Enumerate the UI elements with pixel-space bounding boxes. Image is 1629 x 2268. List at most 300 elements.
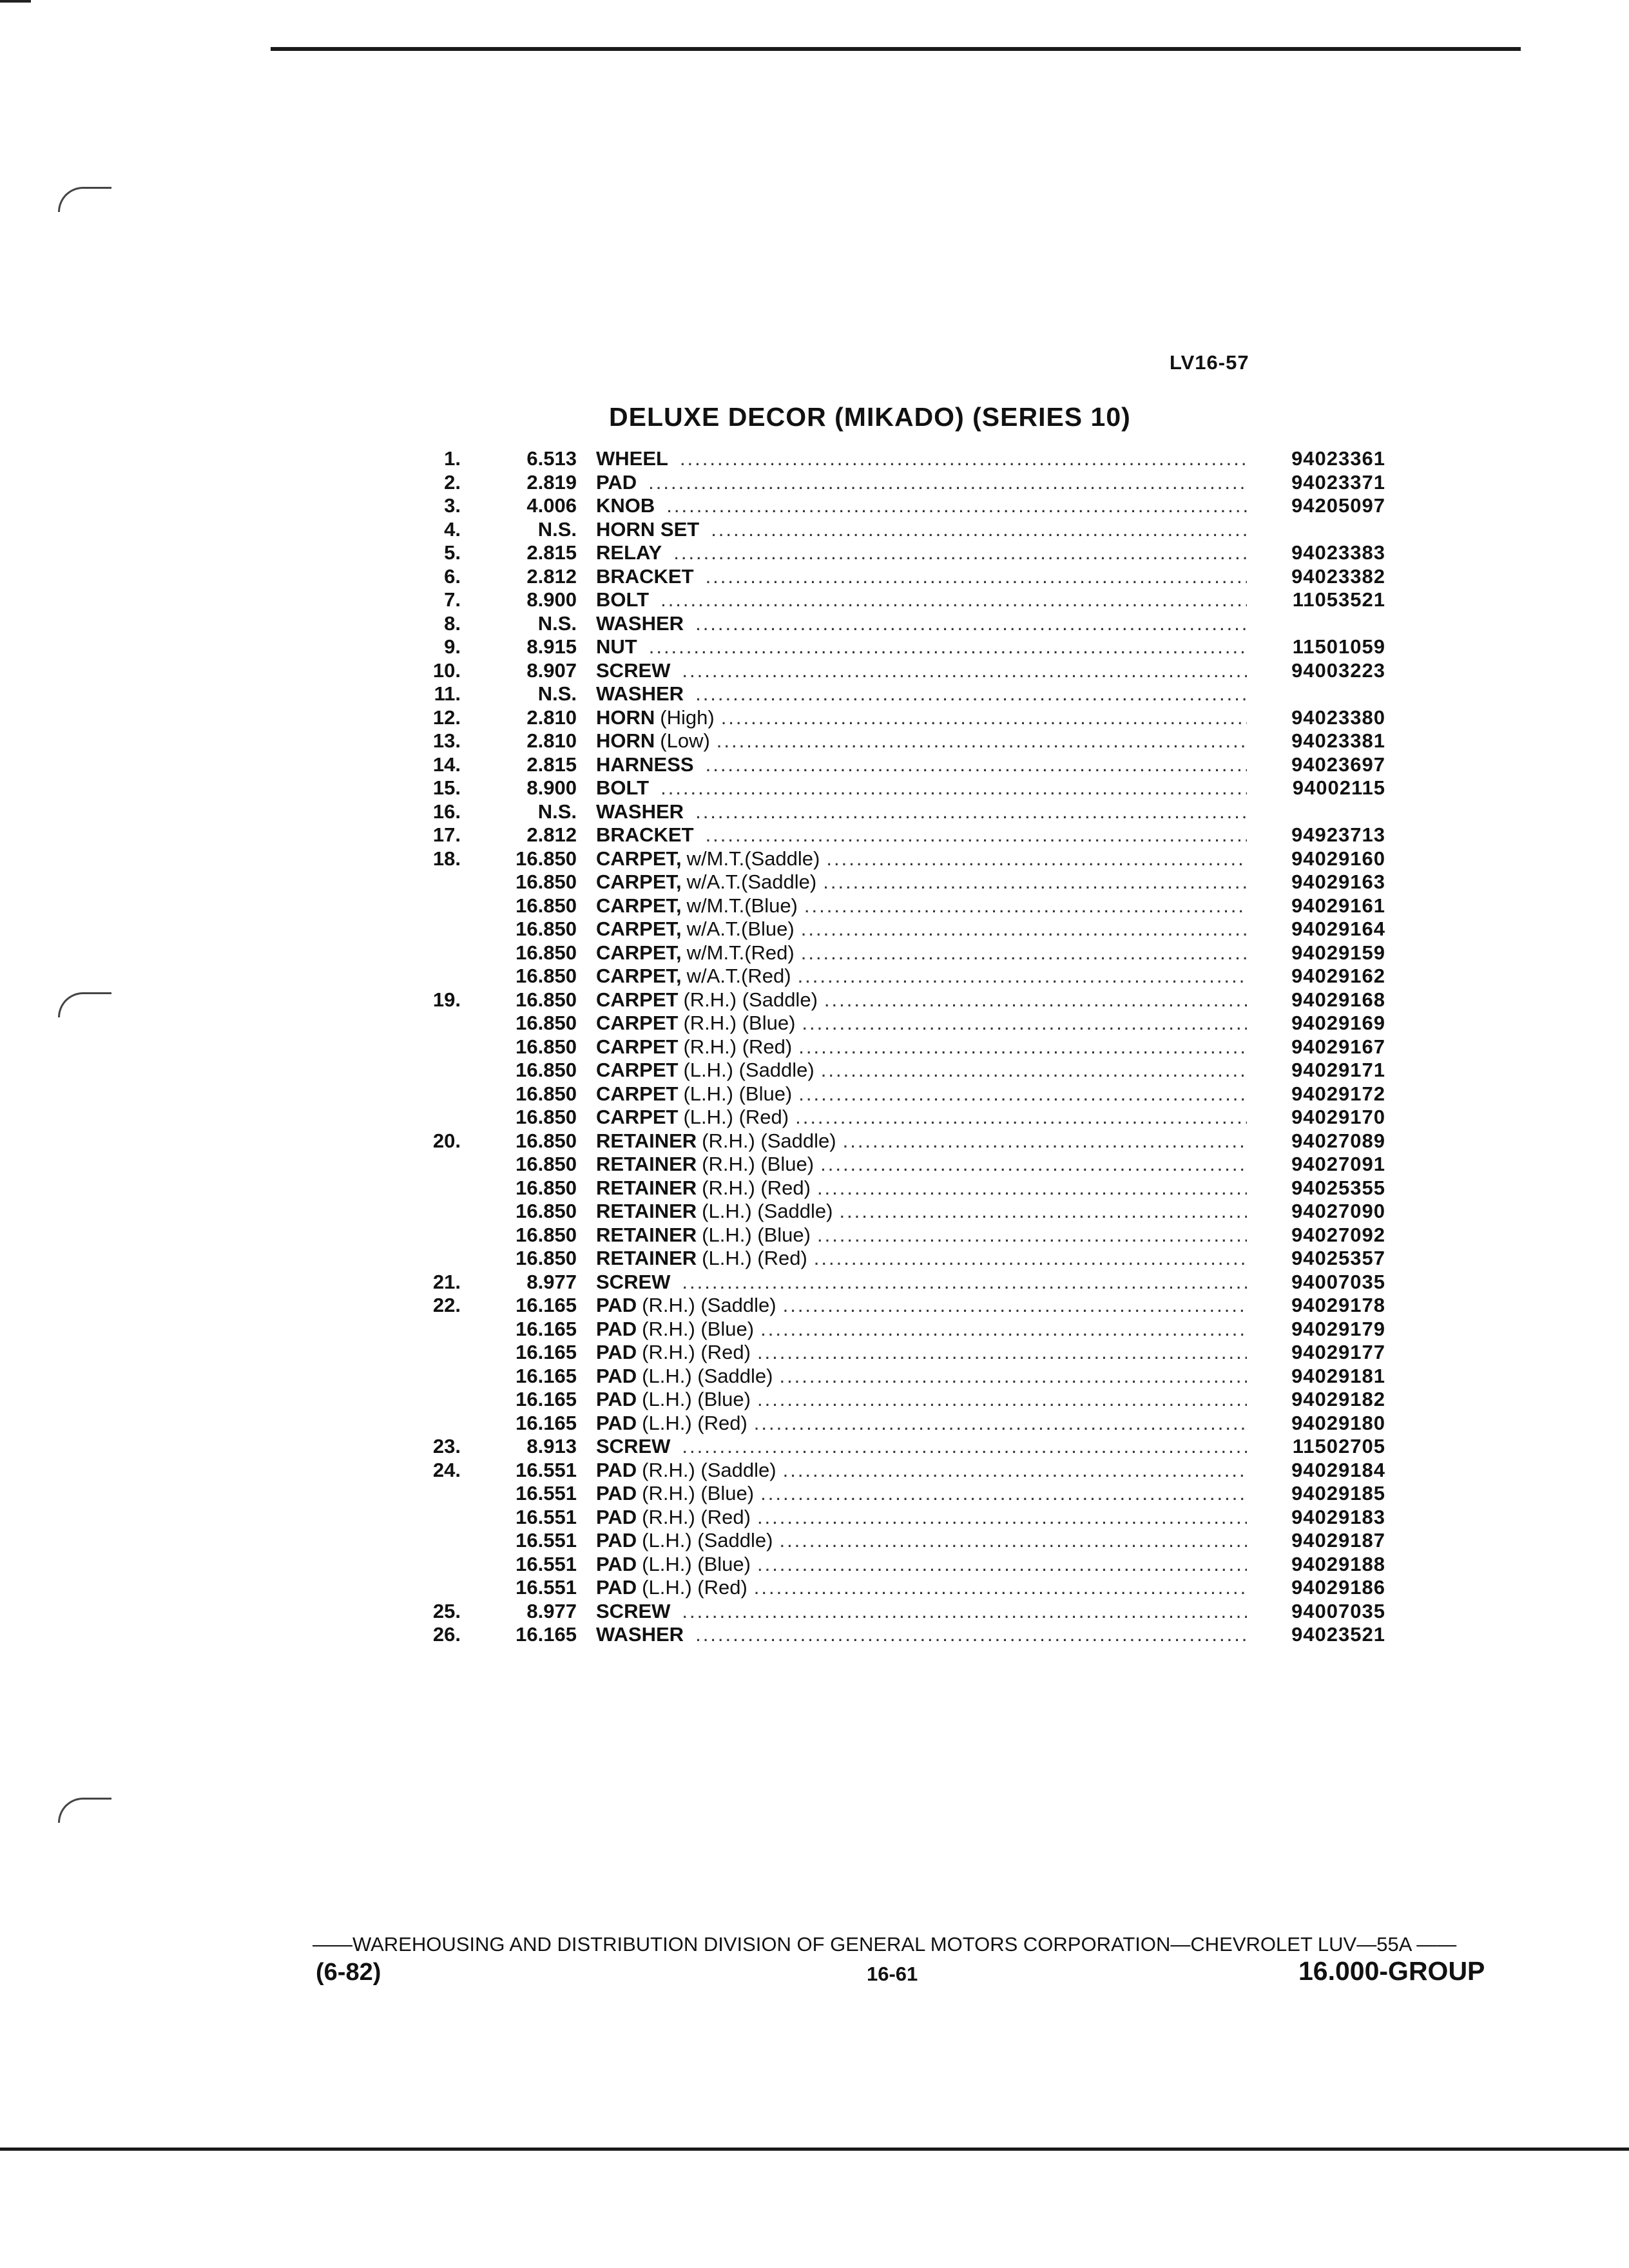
dot-leader <box>757 1388 1247 1411</box>
part-name: PAD <box>596 1482 637 1504</box>
part-description <box>596 1224 1247 1247</box>
part-row <box>400 847 1385 871</box>
dot-leader <box>804 894 1247 918</box>
item-number: 25. <box>432 1599 461 1622</box>
part-number: 94007035 <box>1291 1599 1385 1622</box>
group-code: 16.551 <box>516 1482 577 1504</box>
part-number: 94029172 <box>1291 1082 1385 1105</box>
part-description <box>596 706 1247 729</box>
item-number: 18. <box>432 847 461 870</box>
item-number: 6. <box>444 564 461 588</box>
item-number: 12. <box>432 706 461 729</box>
binder-punch-mark <box>58 1798 111 1823</box>
part-variant: (R.H.) (Red) <box>702 1176 811 1199</box>
part-number: 94007035 <box>1291 1270 1385 1293</box>
part-description <box>596 1247 1247 1270</box>
item-number: 11. <box>434 682 461 705</box>
part-variant: (R.H.) (Red) <box>683 1035 793 1058</box>
part-description <box>596 1365 1247 1388</box>
part-variant: (L.H.) (Blue) <box>642 1388 751 1410</box>
part-row <box>400 1553 1385 1577</box>
dot-leader <box>695 1623 1247 1646</box>
part-description <box>596 1529 1247 1552</box>
dot-leader <box>682 1435 1247 1458</box>
part-number: 94023383 <box>1291 541 1385 564</box>
group-code: N.S. <box>537 682 577 705</box>
part-name: HORN <box>596 729 655 752</box>
group-code: 16.165 <box>516 1411 577 1434</box>
part-number: 94029187 <box>1291 1529 1385 1552</box>
part-name: CARPET, <box>596 870 682 893</box>
part-variant: w/M.T.(Red) <box>686 941 795 964</box>
item-number: 1. <box>444 447 461 470</box>
group-code: 4.006 <box>526 494 577 517</box>
part-description <box>596 682 1247 706</box>
item-number: 2. <box>444 470 461 494</box>
part-description <box>596 1318 1247 1341</box>
part-variant: (L.H.) (Blue) <box>702 1223 811 1246</box>
part-row <box>400 1153 1385 1177</box>
binder-punch-mark <box>58 992 111 1017</box>
part-name: CARPET <box>596 988 679 1011</box>
part-name: HORN SET <box>596 517 700 541</box>
group-code: 16.850 <box>516 870 577 893</box>
part-row <box>400 800 1385 824</box>
part-number: 94023381 <box>1291 729 1385 752</box>
part-name: PAD <box>596 1411 637 1434</box>
group-code: 16.850 <box>516 894 577 917</box>
part-variant: w/M.T.(Blue) <box>686 894 798 917</box>
part-row <box>400 1482 1385 1506</box>
part-variant: (L.H.) (Red) <box>683 1106 789 1128</box>
part-row <box>400 918 1385 941</box>
part-row <box>400 1271 1385 1294</box>
part-row <box>400 1412 1385 1436</box>
part-description <box>596 1459 1247 1482</box>
part-number: 94025357 <box>1291 1247 1385 1269</box>
dot-leader <box>779 1529 1247 1552</box>
dot-leader <box>754 1576 1247 1599</box>
part-description <box>596 1294 1247 1317</box>
part-description <box>596 1153 1247 1176</box>
dot-leader <box>795 1106 1247 1129</box>
dot-leader <box>757 1553 1247 1576</box>
dot-leader <box>839 1200 1247 1223</box>
part-number: 11053521 <box>1292 588 1385 611</box>
part-name: WASHER <box>596 800 684 823</box>
group-code: 16.551 <box>516 1458 577 1481</box>
part-name: SCREW <box>596 658 671 682</box>
footer-group: 16.000-GROUP <box>1298 1956 1485 1986</box>
group-code: 2.812 <box>526 823 577 846</box>
part-description <box>596 659 1247 682</box>
dot-leader <box>717 729 1247 753</box>
part-description <box>596 1388 1247 1411</box>
part-name: SCREW <box>596 1599 671 1622</box>
dot-leader <box>814 1247 1247 1270</box>
part-description <box>596 612 1247 635</box>
dot-leader <box>660 776 1247 800</box>
part-name: WASHER <box>596 682 684 705</box>
item-number: 20. <box>432 1129 461 1152</box>
group-code: 16.850 <box>516 988 577 1011</box>
part-name: WASHER <box>596 1623 684 1646</box>
dot-leader <box>706 565 1247 588</box>
group-code: 16.551 <box>516 1529 577 1552</box>
part-variant: (L.H.) (Red) <box>642 1576 747 1599</box>
part-variant: w/M.T.(Saddle) <box>686 847 820 870</box>
part-description <box>596 494 1247 517</box>
part-row <box>400 1129 1385 1153</box>
parts-list <box>400 447 1385 1647</box>
group-code: 16.850 <box>516 1153 577 1175</box>
part-row <box>400 1459 1385 1483</box>
part-variant: (R.H.) (Saddle) <box>683 988 818 1011</box>
dot-leader <box>801 941 1247 965</box>
part-description <box>596 988 1247 1012</box>
part-row <box>400 1224 1385 1247</box>
part-number: 94029164 <box>1291 918 1385 940</box>
part-description <box>596 1271 1247 1294</box>
part-number: 94029160 <box>1291 847 1385 870</box>
part-row <box>400 1177 1385 1200</box>
dot-leader <box>706 823 1247 847</box>
group-code: N.S. <box>537 800 577 823</box>
part-name: PAD <box>596 1341 637 1363</box>
part-name: RETAINER <box>596 1200 697 1222</box>
part-name: SCREW <box>596 1435 671 1457</box>
part-variant: w/A.T.(Saddle) <box>686 870 817 893</box>
dot-leader <box>695 682 1247 706</box>
dot-leader <box>706 753 1247 776</box>
part-description <box>596 471 1247 494</box>
part-row <box>400 1600 1385 1624</box>
part-description <box>596 1059 1247 1082</box>
part-variant: (L.H.) (Saddle) <box>702 1200 833 1222</box>
dot-leader <box>660 588 1247 611</box>
part-variant: (R.H.) (Blue) <box>683 1012 796 1034</box>
part-name: PAD <box>596 1364 637 1387</box>
item-number: 4. <box>444 517 461 541</box>
part-row <box>400 894 1385 918</box>
part-number: 94027091 <box>1291 1153 1385 1175</box>
part-row <box>400 1059 1385 1082</box>
group-code: 16.551 <box>516 1552 577 1575</box>
footer-publisher-line: ——WAREHOUSING AND DISTRIBUTION DIVISION OF GENERAL MOTORS CORPORATION—CHEVROLET LUV—55A —— <box>313 1933 1457 1956</box>
item-number: 19. <box>432 988 461 1011</box>
part-description <box>596 729 1247 753</box>
group-code: 16.850 <box>516 1106 577 1128</box>
group-code: 16.551 <box>516 1505 577 1528</box>
part-number: 94023361 <box>1291 447 1385 470</box>
part-description <box>596 1035 1247 1059</box>
part-name: PAD <box>596 1294 637 1316</box>
part-description <box>596 1200 1247 1223</box>
part-number: 94002115 <box>1292 776 1385 799</box>
group-code: 16.850 <box>516 1247 577 1269</box>
part-name: RETAINER <box>596 1176 697 1199</box>
group-code: 6.513 <box>526 447 577 470</box>
part-row <box>400 941 1385 965</box>
part-description <box>596 941 1247 965</box>
part-name: BOLT <box>596 588 650 611</box>
part-row <box>400 494 1385 518</box>
part-number: 94023380 <box>1291 706 1385 729</box>
group-code: 8.907 <box>526 658 577 682</box>
dot-leader <box>695 612 1247 635</box>
part-name: HARNESS <box>596 753 694 776</box>
dot-leader <box>711 518 1247 541</box>
section-title: DELUXE DECOR (MIKADO) (SERIES 10) <box>609 402 1131 432</box>
group-code: 16.850 <box>516 965 577 987</box>
dot-leader <box>798 1082 1247 1106</box>
item-number: 9. <box>444 635 461 658</box>
top-rule <box>271 47 1521 51</box>
part-number: 94023697 <box>1291 753 1385 776</box>
part-variant: (R.H.) (Blue) <box>642 1482 755 1504</box>
part-row <box>400 682 1385 706</box>
item-number: 7. <box>444 588 461 611</box>
dot-leader <box>820 1153 1247 1176</box>
part-variant: (R.H.) (Saddle) <box>642 1294 776 1316</box>
item-number: 24. <box>432 1458 461 1481</box>
part-row <box>400 1435 1385 1459</box>
item-number: 8. <box>444 611 461 635</box>
footer-date: (6-82) <box>316 1959 381 1986</box>
group-code: 16.165 <box>516 1317 577 1340</box>
part-variant: w/A.T.(Blue) <box>686 918 795 940</box>
part-name: RETAINER <box>596 1129 697 1152</box>
part-name: PAD <box>596 1576 637 1599</box>
part-row <box>400 1341 1385 1365</box>
dot-leader <box>821 1059 1247 1082</box>
part-variant: w/A.T.(Red) <box>686 965 791 987</box>
item-number: 5. <box>444 541 461 564</box>
group-code: 16.165 <box>516 1294 577 1316</box>
part-name: CARPET <box>596 1012 679 1034</box>
part-variant: (R.H.) (Red) <box>642 1341 751 1363</box>
part-name: PAD <box>596 1552 637 1575</box>
group-code: 2.815 <box>526 541 577 564</box>
part-description <box>596 823 1247 847</box>
part-variant: (R.H.) (Saddle) <box>702 1129 836 1152</box>
scan-corner-mark <box>0 0 31 3</box>
part-number: 94023371 <box>1291 470 1385 494</box>
part-row <box>400 1506 1385 1530</box>
dot-leader <box>826 847 1247 870</box>
group-code: 8.900 <box>526 588 577 611</box>
part-name: BOLT <box>596 776 650 799</box>
footer-page-number: 16-61 <box>867 1963 918 1985</box>
group-code: N.S. <box>537 611 577 635</box>
dot-leader <box>783 1459 1247 1482</box>
group-code: 8.915 <box>526 635 577 658</box>
part-variant: (High) <box>660 706 715 729</box>
group-code: 16.850 <box>516 1176 577 1199</box>
item-number: 26. <box>432 1623 461 1646</box>
part-name: CARPET, <box>596 941 682 964</box>
part-number: 94027090 <box>1291 1200 1385 1222</box>
part-row <box>400 1106 1385 1129</box>
part-variant: (L.H.) (Saddle) <box>683 1059 815 1081</box>
part-variant: (L.H.) (Saddle) <box>642 1364 773 1387</box>
part-row <box>400 823 1385 847</box>
group-code: 2.815 <box>526 753 577 776</box>
part-row <box>400 541 1385 565</box>
part-row <box>400 1529 1385 1553</box>
part-row <box>400 870 1385 894</box>
item-number: 17. <box>432 823 461 846</box>
dot-leader <box>783 1294 1247 1317</box>
part-description <box>596 1435 1247 1458</box>
part-row <box>400 965 1385 988</box>
dot-leader <box>649 635 1247 658</box>
part-name: CARPET <box>596 1082 679 1105</box>
part-number: 94023521 <box>1291 1623 1385 1646</box>
part-row <box>400 1247 1385 1271</box>
group-code: 16.850 <box>516 1223 577 1246</box>
part-name: CARPET, <box>596 894 682 917</box>
part-row <box>400 1012 1385 1035</box>
group-code: 8.900 <box>526 776 577 799</box>
part-variant: (Low) <box>660 729 710 752</box>
part-row <box>400 988 1385 1012</box>
part-name: RETAINER <box>596 1247 697 1269</box>
part-number: 94029185 <box>1291 1482 1385 1504</box>
part-number: 94029186 <box>1291 1576 1385 1599</box>
part-variant: (R.H.) (Red) <box>642 1505 751 1528</box>
item-number: 15. <box>432 776 461 799</box>
item-number: 21. <box>432 1270 461 1293</box>
part-number: 94023382 <box>1291 564 1385 588</box>
part-number: 11501059 <box>1292 635 1385 658</box>
dot-leader <box>760 1482 1247 1505</box>
group-code: N.S. <box>537 517 577 541</box>
part-name: SCREW <box>596 1270 671 1293</box>
group-code: 16.850 <box>516 918 577 940</box>
group-code: 16.850 <box>516 1129 577 1152</box>
part-description <box>596 965 1247 988</box>
part-row <box>400 1623 1385 1647</box>
part-description <box>596 1106 1247 1129</box>
part-number: 94029177 <box>1291 1341 1385 1363</box>
part-description <box>596 800 1247 823</box>
group-code: 16.850 <box>516 941 577 964</box>
part-name: CARPET <box>596 1035 679 1058</box>
part-number: 94029188 <box>1291 1552 1385 1575</box>
part-name: CARPET <box>596 1106 679 1128</box>
part-number: 94205097 <box>1291 494 1385 517</box>
part-number: 94029179 <box>1291 1317 1385 1340</box>
dot-leader <box>673 541 1247 564</box>
part-name: CARPET, <box>596 965 682 987</box>
part-description <box>596 918 1247 941</box>
page-code: LV16-57 <box>1170 351 1249 374</box>
group-code: 8.977 <box>526 1270 577 1293</box>
part-number: 94029168 <box>1291 988 1385 1011</box>
dot-leader <box>779 1365 1247 1388</box>
part-row <box>400 706 1385 730</box>
part-name: HORN <box>596 706 655 729</box>
part-description <box>596 776 1247 800</box>
part-row <box>400 1294 1385 1318</box>
part-description <box>596 870 1247 894</box>
item-number: 23. <box>432 1435 461 1457</box>
group-code: 8.913 <box>526 1435 577 1457</box>
dot-leader <box>682 659 1247 682</box>
part-name: RETAINER <box>596 1223 697 1246</box>
part-name: PAD <box>596 1388 637 1410</box>
part-name: NUT <box>596 635 637 658</box>
part-description <box>596 565 1247 588</box>
part-variant: (L.H.) (Saddle) <box>642 1529 773 1552</box>
dot-leader <box>824 988 1247 1012</box>
part-description <box>596 635 1247 658</box>
part-number: 94029170 <box>1291 1106 1385 1128</box>
part-row <box>400 1388 1385 1412</box>
dot-leader <box>823 870 1247 894</box>
part-name: PAD <box>596 1458 637 1481</box>
part-number: 94029182 <box>1291 1388 1385 1410</box>
part-variant: (L.H.) (Red) <box>702 1247 807 1269</box>
part-description <box>596 1553 1247 1576</box>
part-description <box>596 847 1247 870</box>
part-row <box>400 447 1385 471</box>
part-description <box>596 1576 1247 1599</box>
dot-leader <box>695 800 1247 823</box>
part-number: 94029161 <box>1291 894 1385 917</box>
part-row <box>400 1200 1385 1224</box>
group-code: 16.850 <box>516 1059 577 1081</box>
dot-leader <box>801 918 1247 941</box>
part-name: RELAY <box>596 541 662 564</box>
part-number: 94029171 <box>1291 1059 1385 1081</box>
part-description <box>596 1600 1247 1623</box>
part-number: 94029181 <box>1291 1364 1385 1387</box>
group-code: 2.810 <box>526 706 577 729</box>
part-name: WHEEL <box>596 447 668 470</box>
part-row <box>400 565 1385 589</box>
item-number: 3. <box>444 494 461 517</box>
group-code: 16.165 <box>516 1341 577 1363</box>
group-code: 16.165 <box>516 1388 577 1410</box>
part-number: 94923713 <box>1291 823 1385 846</box>
part-row <box>400 1318 1385 1341</box>
part-number: 94029178 <box>1291 1294 1385 1316</box>
item-number: 16. <box>432 800 461 823</box>
part-description <box>596 1177 1247 1200</box>
dot-leader <box>682 1271 1247 1294</box>
dot-leader <box>798 965 1247 988</box>
part-row <box>400 1576 1385 1600</box>
part-number: 94029163 <box>1291 870 1385 893</box>
dot-leader <box>802 1012 1247 1035</box>
dot-leader <box>817 1177 1247 1200</box>
group-code: 16.850 <box>516 1012 577 1034</box>
part-name: PAD <box>596 1317 637 1340</box>
group-code: 16.551 <box>516 1576 577 1599</box>
part-name: PAD <box>596 1505 637 1528</box>
part-number: 94029184 <box>1291 1458 1385 1481</box>
part-name: KNOB <box>596 494 655 517</box>
binder-punch-mark <box>58 187 111 212</box>
item-number: 22. <box>432 1294 461 1316</box>
dot-leader <box>721 706 1247 729</box>
part-row <box>400 635 1385 659</box>
bottom-rule <box>0 2148 1629 2151</box>
part-description <box>596 1341 1247 1364</box>
group-code: 2.812 <box>526 564 577 588</box>
